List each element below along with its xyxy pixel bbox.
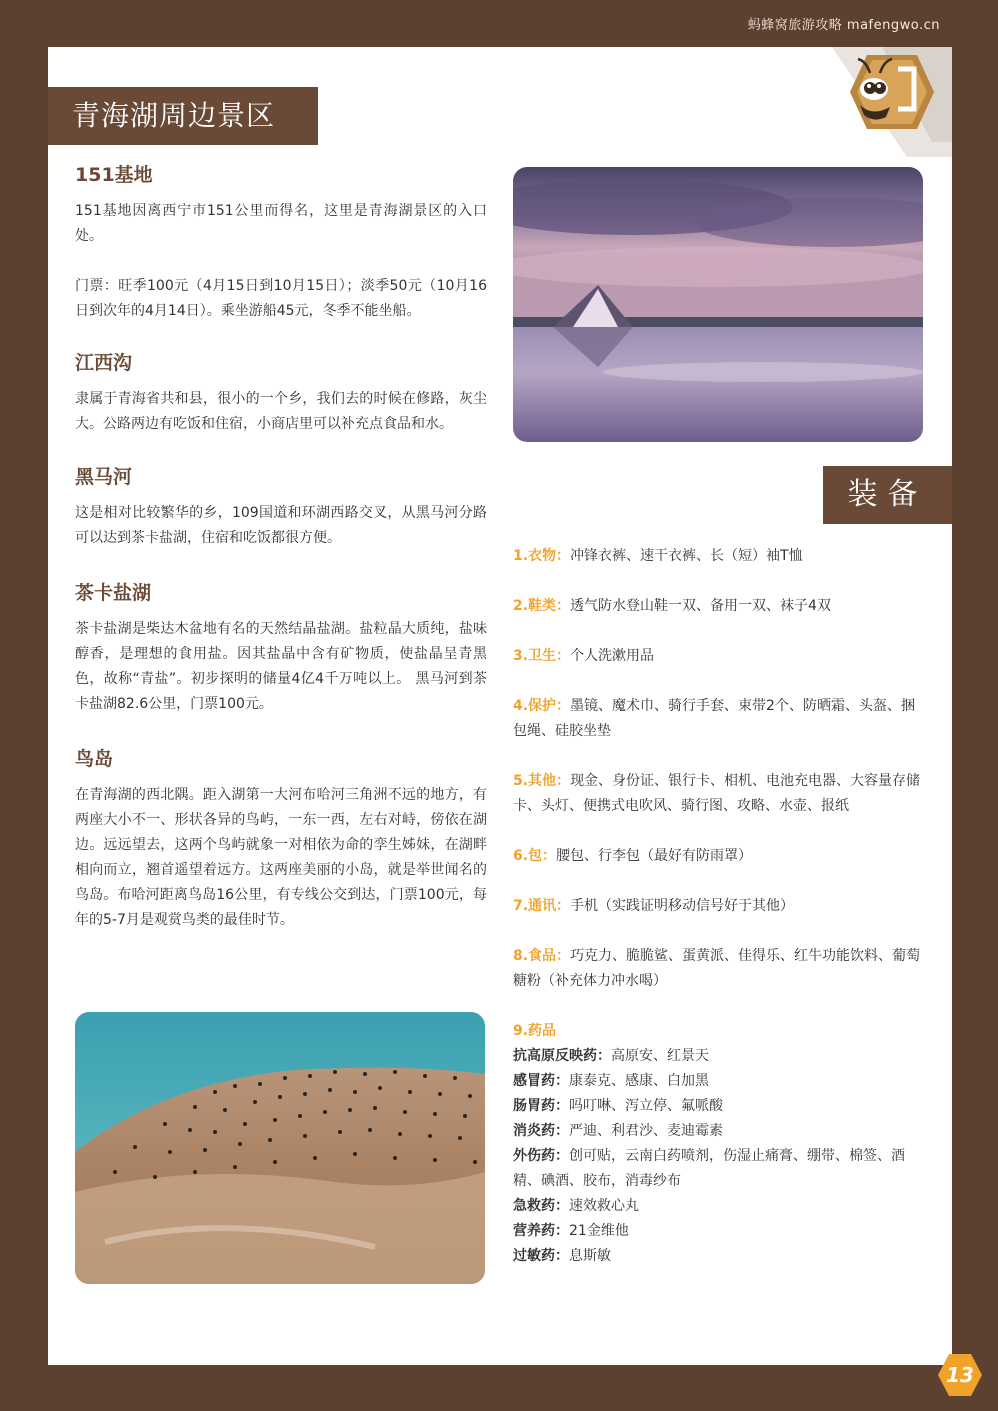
equipment-title: 装备 [823,466,952,524]
equipment-label: 4.保护： [513,698,571,714]
medicine-text: 高原安、红景天 [611,1048,709,1064]
section-title: 青海湖周边景区 [48,87,318,145]
medicine-row [513,1069,925,1094]
spot-paragraph: 门票：旺季100元（4月15日到10月15日）；淡季50元（10月16日到次年的4月14日）。乘坐游船45元，冬季不能坐船。 [75,278,487,319]
page-number: 13 [946,1363,974,1387]
equipment-text: 手机（实践证明移动信号好于其他） [570,898,795,914]
medicine-section [513,1019,925,1269]
equipment-label: 7.通讯： [513,898,571,914]
equipment-label: 6.包： [513,848,557,864]
medicine-name: 营养药： [513,1223,569,1239]
equipment-item [513,594,925,619]
medicine-text: 康泰克、感康、白加黑 [569,1073,709,1089]
spot-151-base [75,163,487,324]
salt-lake-photo [513,167,923,442]
equipment-label: 2.鞋类： [513,598,571,614]
equipment-item [513,769,925,819]
spot-title: 黑马河 [75,466,133,488]
equipment-text: 个人洗漱用品 [570,648,655,664]
equipment-text: 墨镜、魔术巾、骑行手套、束带2个、防晒霜、头盔、捆包绳、硅胶坐垫 [513,698,915,739]
equipment-text: 冲锋衣裤、速干衣裤、长（短）袖T恤 [570,548,803,564]
spot-chaka-salt-lake [75,581,487,717]
equipment-item [513,844,925,869]
equipment-label: 5.其他： [513,773,571,789]
spot-paragraph: 茶卡盐湖是柴达木盆地有名的天然结晶盐湖。盐粒晶大质纯，盐味醇香，是理想的食用盐。因其盐晶中含有矿物质，使盐晶呈青黑色，故称“青盐”。初步探明的储量4亿4千万吨以上。 黑马河到茶卡盐湖82.6公里，门票100元。 [75,621,487,712]
equipment-label: 8.食品： [513,948,571,964]
medicine-name: 感冒药： [513,1073,569,1089]
medicine-name: 消炎药： [513,1123,569,1139]
medicine-row [513,1119,925,1144]
equipment-item [513,944,925,994]
equipment-item [513,694,925,744]
equipment-text: 透气防水登山鞋一双、备用一双、袜子4双 [570,598,831,614]
scenic-spots-column [75,163,487,933]
equipment-label: 1.衣物： [513,548,571,564]
equipment-text: 现金、身份证、银行卡、相机、电池充电器、大容量存储卡、头灯、便携式电吹风、骑行图、攻略、水壶、报纸 [513,773,921,814]
spot-heimahe [75,465,487,551]
medicine-text: 严迪、利君沙、麦迪霉素 [569,1123,723,1139]
mafengwo-logo [812,47,952,157]
spot-jiangxigou [75,351,487,437]
medicine-text: 息斯敏 [569,1248,611,1264]
spot-title: 茶卡盐湖 [75,582,152,604]
medicine-name: 肠胃药： [513,1098,569,1114]
equipment-item [513,544,925,569]
medicine-label: 9.药品 [513,1023,557,1039]
equipment-item [513,894,925,919]
equipment-text: 巧克力、脆脆鲨、蛋黄派、佳得乐、红牛功能饮料、葡萄糖粉（补充体力冲水喝） [513,948,921,989]
medicine-row [513,1144,925,1194]
medicine-name: 过敏药： [513,1248,569,1264]
medicine-text: 速效救心丸 [569,1198,639,1214]
equipment-list [513,544,925,1269]
equipment-label: 3.卫生： [513,648,571,664]
medicine-text: 创可贴，云南白药喷剂，伤湿止痛膏、绷带、棉签、酒精、碘酒、胶布，消毒纱布 [513,1148,905,1189]
medicine-name: 外伤药： [513,1148,569,1164]
equipment-text: 腰包、行李包（最好有防雨罩） [556,848,753,864]
medicine-name: 抗高原反映药： [513,1048,611,1064]
spot-title: 江西沟 [75,352,133,374]
medicine-text: 21金维他 [569,1223,629,1239]
medicine-name: 急救药： [513,1198,569,1214]
medicine-row [513,1219,925,1244]
medicine-text: 吗叮啉、泻立停、氟哌酸 [569,1098,723,1114]
spot-paragraph: 在青海湖的西北隅。距入湖第一大河布哈河三角洲不远的地方，有两座大小不一、形状各异的鸟屿，一东一西，左右对峙，傍依在湖边。远远望去，这两个鸟屿就象一对相依为命的孪生姊妹，在湖畔相向而立，翘首遥望着远方。这两座美丽的小岛，就是举世闻名的鸟岛。布哈河距离鸟岛16公里，有专线公交到达，门票100元，每年的5-7月是观赏鸟类的最佳时节。 [75,787,487,928]
bird-island-photo [75,1012,485,1284]
medicine-row [513,1094,925,1119]
equipment-item [513,644,925,669]
spot-title: 151基地 [75,164,153,186]
medicine-row [513,1044,925,1069]
brand-header: 蚂蜂窝旅游攻略 mafengwo.cn [747,18,940,33]
spot-paragraph: 隶属于青海省共和县，很小的一个乡，我们去的时候在修路，灰尘大。公路两边有吃饭和住宿，小商店里可以补充点食品和水。 [75,391,487,432]
medicine-row [513,1194,925,1219]
medicine-row [513,1244,925,1269]
spot-bird-island [75,747,487,933]
spot-paragraph: 这是相对比较繁华的乡，109国道和环湖西路交叉，从黑马河分路可以达到茶卡盐湖，住宿和吃饭都很方便。 [75,505,487,546]
spot-title: 鸟岛 [75,748,114,770]
spot-paragraph: 151基地因离西宁市151公里而得名，这里是青海湖景区的入口处。 [75,203,487,244]
